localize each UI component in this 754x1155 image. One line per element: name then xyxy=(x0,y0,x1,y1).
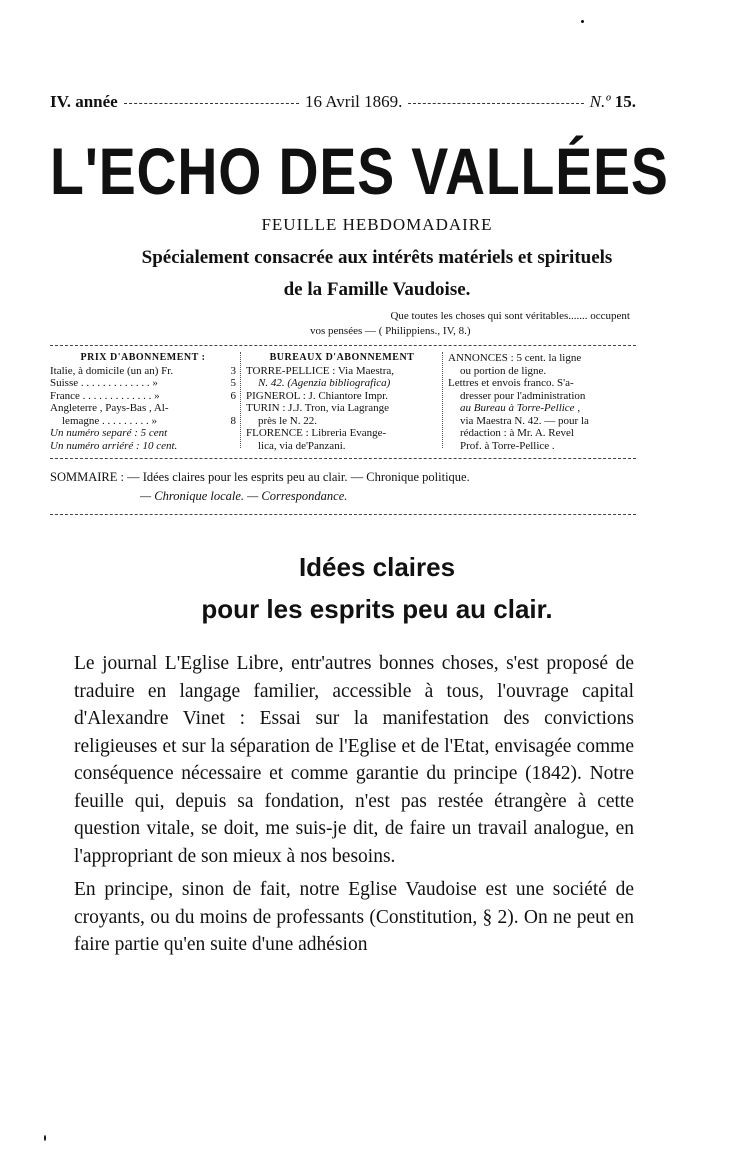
article-paragraph: Le journal L'Eglise Libre, entr'autres bonnes choses, s'est proposé de traduire en langage familier, accessible à tous, l'ouvrage capital d'Alexandre Vinet : Essai sur la manifestation des convictions religieuses et sur la séparation de l'Eglise et de l'Etat, envisagée comme conséquence nécessaire et comme garantie du principe (1842). Notre feuille qui, depuis sa fondation, n'est pas restée étrangère à cette question vitale, se doit, me suis-je dit, de faire un travail analogue, en l'appropriant de son mieux à nos besoins. xyxy=(74,653,634,867)
issue-line xyxy=(50,92,636,116)
masthead-tagline: de la Famille Vaudoise. xyxy=(283,279,471,300)
divider xyxy=(50,345,636,346)
article-title: Idées claires xyxy=(298,552,456,582)
summary xyxy=(50,468,636,506)
annonce-line: au Bureau à Torre-Pellice , xyxy=(460,402,581,414)
prix-column xyxy=(50,352,236,452)
masthead-tagline: Spécialement consacrée aux intérêts matériels et spirituels xyxy=(141,247,613,268)
bureau-line: N. 42. (Agenzia bibliografica) xyxy=(258,377,391,389)
annonce-line: Prof. à Torre-Pellice . xyxy=(460,439,555,452)
issue-number-prefix: N.º xyxy=(589,92,611,111)
epigraph xyxy=(270,309,630,339)
column-separator xyxy=(442,352,443,448)
bureau-line: FLORENCE : Libreria Evange- xyxy=(246,427,387,439)
article-paragraph: En principe, sinon de fait, notre Eglise Vaudoise est une société de croyants, ou du moins de professants (Constitution, § 2). On ne peut en faire partie qu'en suite d'une adhésion xyxy=(74,879,634,955)
price-row: Suisse . . . . . . . . . . . . . » 5 xyxy=(50,377,236,389)
article-title: pour les esprits peu au clair. xyxy=(201,594,553,624)
price-row: lemagne . . . . . . . . . » 8 xyxy=(62,414,236,427)
bureau-line: lica, via de'Panzani. xyxy=(258,439,346,452)
bureau-line: TORRE-PELLICE : Via Maestra, xyxy=(246,364,395,377)
masthead-subtitle: FEUILLE HEBDOMADAIRE xyxy=(261,215,493,234)
divider xyxy=(50,458,636,459)
summary-line: SOMMAIRE : — Idées claires pour les esprits peu au clair. — Chronique politique. xyxy=(50,470,470,484)
price-row: Un numéro arriéré : 10 cent. xyxy=(50,439,178,452)
issue-date: 16 Avril 1869. xyxy=(304,92,403,111)
subscription-info xyxy=(50,352,636,452)
annonce-line: Lettres et envois franco. S'a- xyxy=(448,377,574,389)
price-row: Un numéro separé : 5 cent xyxy=(50,427,168,439)
issue-year: IV. année xyxy=(50,92,118,111)
dotted-leader xyxy=(408,103,583,104)
epigraph-line: Que toutes les choses qui sont véritables....... occupent xyxy=(390,310,630,322)
summary-line: — Chronique locale. — Correspondance. xyxy=(140,489,348,503)
ink-speck xyxy=(581,20,584,23)
annonce-line: ANNONCES : 5 cent. la ligne xyxy=(448,352,582,364)
epigraph-line: vos pensées — ( Philippiens., IV, 8.) xyxy=(310,325,471,337)
bureaux-column xyxy=(246,352,438,452)
price-row: Angleterre , Pays-Bas , Al- xyxy=(50,402,169,414)
annonce-line: dresser pour l'administration xyxy=(460,389,586,402)
price-row: Italie, à domicile (un an) Fr. 3 xyxy=(50,364,236,377)
annonces-column xyxy=(448,352,636,452)
column-separator xyxy=(240,352,241,448)
bureau-line: près le N. 22. xyxy=(258,414,317,427)
article-body xyxy=(74,650,634,965)
ink-speck xyxy=(44,1135,46,1141)
issue-number: 15. xyxy=(614,92,637,111)
prix-heading: PRIX D'ABONNEMENT : xyxy=(80,352,206,363)
bureau-line: PIGNEROL : J. Chiantore Impr. xyxy=(246,389,388,402)
annonce-line: ou portion de ligne. xyxy=(460,364,547,377)
annonce-line: via Maestra N. 42. — pour la xyxy=(460,414,589,427)
annonce-line: rédaction : à Mr. A. Revel xyxy=(460,427,574,439)
bureau-line: TURIN : J.J. Tron, via Lagrange xyxy=(246,402,389,414)
divider xyxy=(50,514,636,515)
price-row: France . . . . . . . . . . . . . » 6 xyxy=(50,389,236,402)
bureaux-heading: BUREAUX D'ABONNEMENT xyxy=(269,352,415,363)
dotted-leader xyxy=(124,103,299,104)
masthead-title: L'ECHO DES VALLÉES xyxy=(50,134,669,208)
